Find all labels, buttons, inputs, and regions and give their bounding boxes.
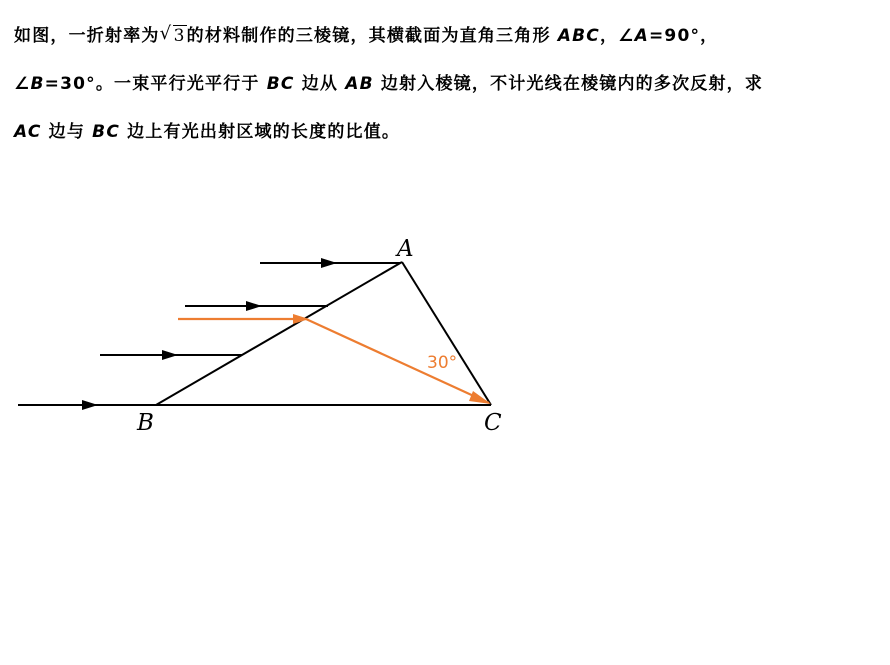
- text-segment: =90°，: [648, 26, 719, 46]
- text-segment: ∠: [14, 74, 31, 94]
- vertex-label-c: C: [484, 410, 502, 436]
- refracted-ray-segment: [306, 319, 489, 403]
- side-bc: BC: [92, 122, 120, 142]
- vertex-label-a: A: [397, 236, 414, 262]
- angle-label: 30°: [427, 353, 458, 373]
- arrow-head-icon: [469, 391, 491, 404]
- angle-b-vertex: B: [30, 74, 45, 94]
- text-segment: 如图，一折射率为: [14, 26, 160, 46]
- side-ac: AC: [14, 122, 42, 142]
- arrow-right-icon: [321, 258, 337, 268]
- triangle-name: ABC: [557, 26, 600, 46]
- incident-ray: [18, 400, 156, 410]
- text-segment: 边上有光出射区域的长度的比值。: [120, 122, 401, 142]
- side-ab: AB: [345, 74, 374, 94]
- text-segment: =30°。一束平行光平行于: [44, 74, 267, 94]
- radical-sign-icon: √: [159, 23, 173, 44]
- text-segment: 边从: [294, 74, 346, 94]
- incident-ray: [185, 301, 328, 311]
- incident-ray: [260, 258, 400, 268]
- side-bc: BC: [266, 74, 295, 94]
- incident-rays: [18, 258, 400, 410]
- text-segment: 边射入棱镜，不计光线在棱镜内的多次反射，求: [373, 74, 764, 94]
- sqrt-radicand: 3: [173, 26, 186, 46]
- arrow-right-icon: [82, 400, 98, 410]
- triangle-abc: [156, 262, 491, 405]
- text-segment: ，∠: [599, 26, 635, 46]
- angle-a-vertex: A: [634, 26, 649, 46]
- arrow-right-icon: [162, 350, 178, 360]
- text-segment: 边与: [41, 122, 93, 142]
- arrow-right-icon: [246, 301, 262, 311]
- vertex-label-b: B: [137, 410, 154, 436]
- side-ab-line: [156, 262, 402, 405]
- incident-ray: [100, 350, 242, 360]
- text-segment: 的材料制作的三棱镜，其横截面为直角三角形: [186, 26, 558, 46]
